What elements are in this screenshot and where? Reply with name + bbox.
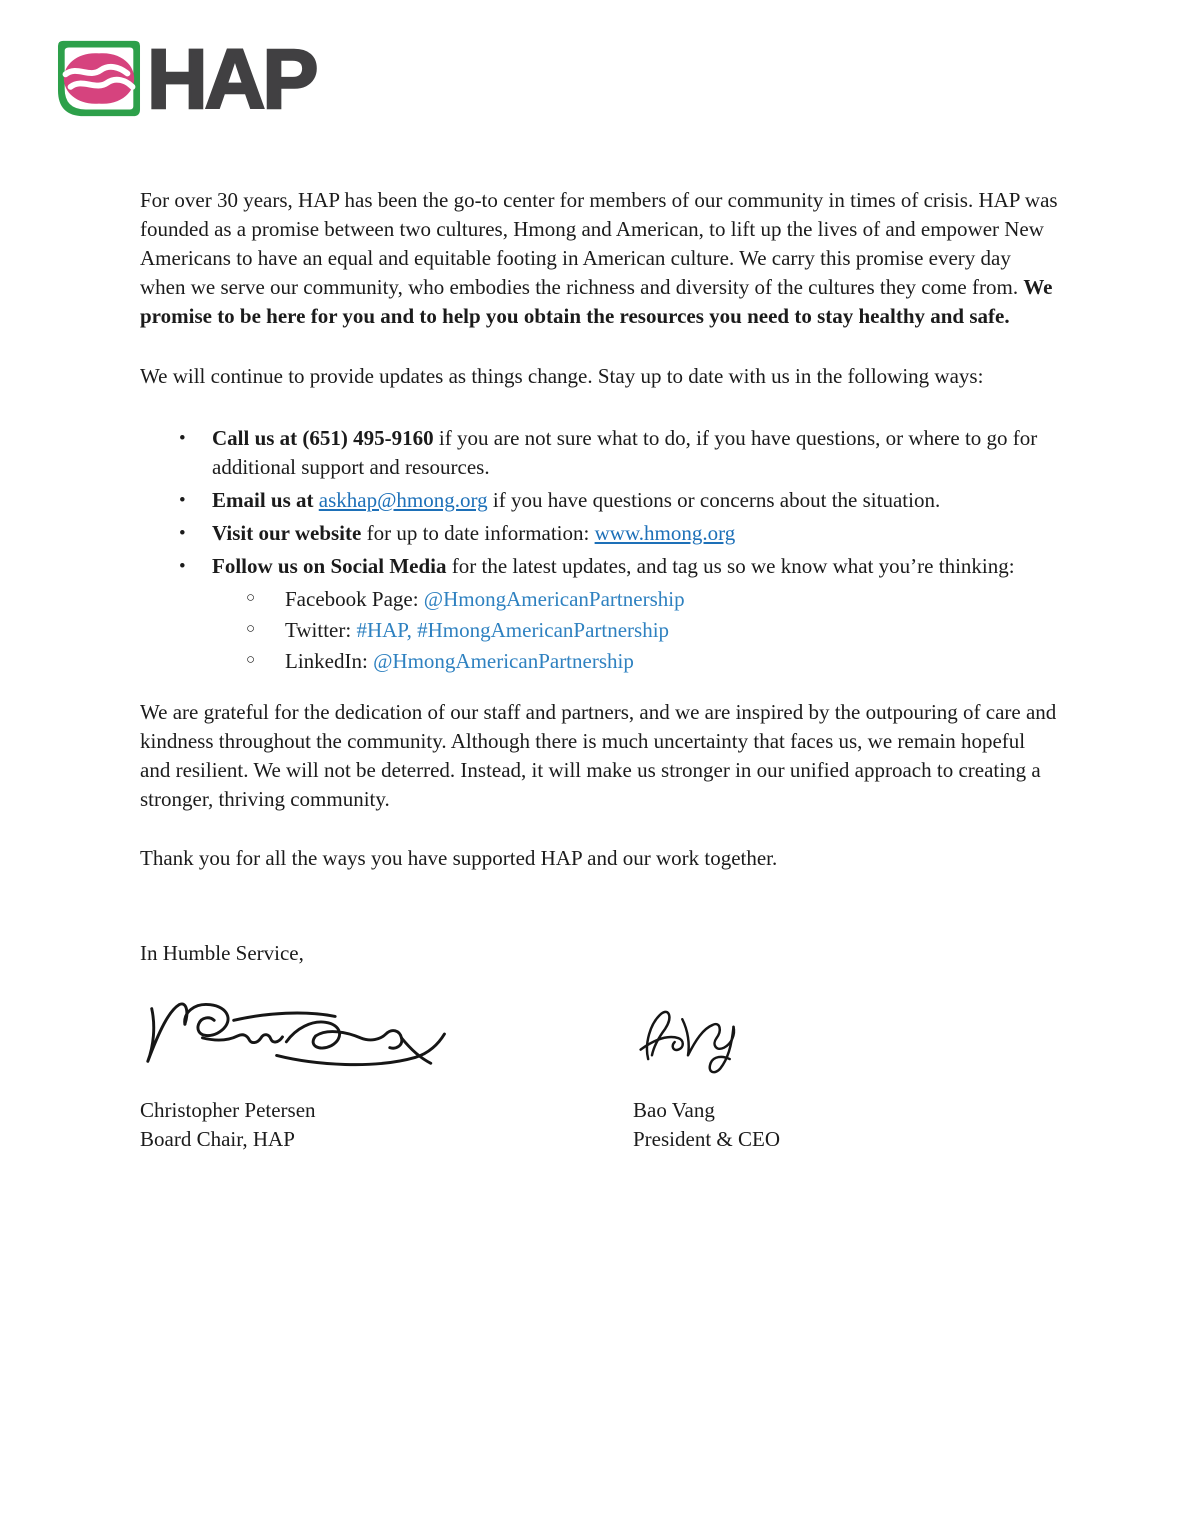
bullet-icon: • [179,556,186,577]
signature-left [140,987,633,1088]
sub-bullet-icon: ○ [246,621,256,637]
hap-logo-wordmark: HAP [147,31,316,126]
website-bold: Visit our website [212,521,362,545]
bullet-social-media [140,552,1058,581]
closing-line: In Humble Service, [140,941,304,965]
twitter-hashtags-link[interactable]: #HAP, #HmongAmericanPartnership [356,618,670,642]
sub-bullet-icon: ○ [246,590,256,606]
intro-promise-bold: We promise to be here for you and to help you obtain the resources you need to stay healthy and safe. [140,275,1053,328]
letter-body [140,186,1058,1154]
thanks-paragraph: Thank you for all the ways you have supported HAP and our work together. [140,846,778,870]
twitter-label: Twitter: [285,618,357,642]
linkedin-label: LinkedIn: [285,649,374,673]
intro-text: For over 30 years, HAP has been the go-to center for members of our community in times of crisis. HAP was founded as a promise between two cultures, Hmong and American, to lift up the lives of and empower New Americans to have an equal and equitable footing in American culture. We carry this promise every day when we serve our community, who embodies the richness and diversity of the cultures they come from. [140,188,1058,299]
signature-row [140,992,1058,1088]
subbullet-facebook [140,585,1058,614]
email-us-rest: if you have questions or concerns about the situation. [487,488,941,512]
call-us-rest: if you are not sure what to do, if you have questions, or where to go for additional support and resources. [212,426,1038,479]
intro-paragraph [140,186,1058,331]
signer-left-block [140,1096,633,1154]
bullet-icon: • [179,490,186,511]
website-mid: for up to date information: [361,521,595,545]
signer-right-block [633,1096,1058,1154]
gratitude-paragraph: We are grateful for the dedication of our staff and partners, and we are inspired by the outpouring of care and kindness throughout the community. Although there is much uncertainty that faces us, we remain hopeful and resilient. We will not be deterred. Instead, it will make us stronger in our unified approach to creating a stronger, thriving community. [140,700,1057,811]
christopher-petersen-signature [140,987,462,1080]
bullet-call-us [140,424,1058,482]
bullet-icon: • [179,428,186,449]
signer-left-name: Christopher Petersen [140,1098,316,1122]
bao-vang-signature [633,1004,761,1080]
signer-right-title: President & CEO [633,1127,780,1151]
social-bold: Follow us on Social Media [212,554,447,578]
email-us-bold: Email us at [212,488,319,512]
hap-logo-emblem-icon [57,40,141,117]
facebook-handle-link[interactable]: @HmongAmericanPartnership [423,587,685,611]
signer-right-name: Bao Vang [633,1098,715,1122]
updates-paragraph: We will continue to provide updates as things change. Stay up to date with us in the following ways: [140,364,984,388]
email-link[interactable]: askhap@hmong.org [318,488,488,512]
signer-names-row [140,1096,1058,1154]
social-rest: for the latest updates, and tag us so we know what you’re thinking: [446,554,1015,578]
linkedin-handle-link[interactable]: @HmongAmericanPartnership [373,649,634,673]
signer-left-title: Board Chair, HAP [140,1127,295,1151]
bullet-website [140,519,1058,548]
facebook-label: Facebook Page: [285,587,424,611]
call-us-bold: Call us at (651) 495-9160 [212,426,434,450]
website-link[interactable]: www.hmong.org [594,521,736,545]
signature-right [633,1004,1058,1088]
bullet-icon: • [179,523,186,544]
sub-bullet-icon: ○ [246,652,256,668]
bullet-email-us [140,486,1058,515]
hap-logo [57,31,316,126]
contact-list [140,424,1058,676]
subbullet-twitter [140,616,1058,645]
subbullet-linkedin [140,647,1058,676]
